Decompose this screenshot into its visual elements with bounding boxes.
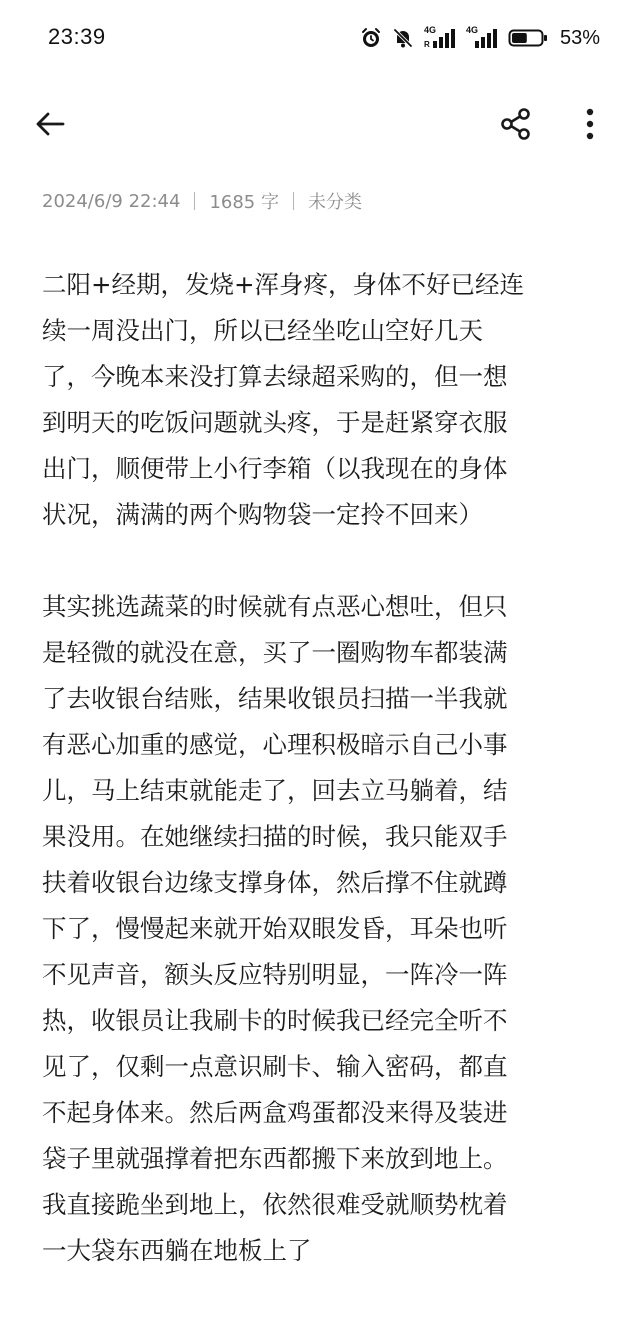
alarm-icon: [360, 27, 382, 49]
toolbar: [0, 96, 640, 156]
battery-icon: [508, 27, 548, 49]
mute-icon: [392, 27, 414, 49]
share-button[interactable]: [494, 104, 538, 148]
meta-divider: [293, 192, 294, 210]
network-label: 4G: [423, 25, 436, 35]
note-content[interactable]: [42, 262, 602, 1274]
note-date: 2024/6/9 22:44: [42, 190, 181, 212]
status-time: 23:39: [48, 24, 106, 49]
note-paragraph: 二阳+经期，发烧+浑身疼，身体不好已经连 续一周没出门，所以已经坐吃山空好几天 了，今晚本来没打算去绿超采购的，但一想 到明天的吃饭问题就头疼，于是赶紧穿衣服 出门，顺便带上小行李箱（以我现在的身体 状况，满满的两个购物袋一定拎不回来）: [42, 270, 525, 529]
arrow-left-icon: [33, 107, 67, 145]
note-category[interactable]: 未分类: [307, 192, 362, 213]
share-icon: [499, 107, 533, 145]
signal-4g-icon: [424, 25, 456, 51]
meta-divider: [194, 192, 195, 210]
signal-4g-icon: [466, 25, 498, 51]
back-button[interactable]: [28, 104, 72, 148]
note-paragraph: 其实挑选蔬菜的时候就有点恶心想吐，但只 是轻微的就没在意，买了一圈购物车都装满 了去收银台结账，结果收银员扫描一半我就 有恶心加重的感觉，心理积极暗示自己小事 儿，马上结束就能走了，回去立马躺着，结 果没用。在她继续扫描的时候，我只能双手 扶着收银台边缘支撑身体，然后撑不住就蹲 下了，慢慢起来就开始双眼发昏，耳朵也听 不见声音，额头反应特别明显，一阵冷一阵 热，收银员让我刷卡的时候我已经完全听不 见了，仅剩一点意识刷卡、输入密码，都直 不起身体来。然后两盒鸡蛋都没来得及装进 袋子里就强撑着把东西都搬下来放到地上。 我直接跪坐到地上，依然很难受就顺势枕着 一大袋东西躺在地板上了: [42, 592, 508, 1265]
word-count: 1685 字: [209, 192, 279, 213]
network-label: 4G: [465, 25, 478, 35]
svg-text:R: R: [423, 40, 430, 49]
status-bar: [0, 0, 640, 76]
more-vertical-icon: [573, 107, 607, 145]
note-meta: [42, 186, 362, 216]
more-options-button[interactable]: [568, 104, 612, 148]
status-icons: [360, 24, 600, 52]
battery-percent: 53%: [559, 26, 600, 49]
